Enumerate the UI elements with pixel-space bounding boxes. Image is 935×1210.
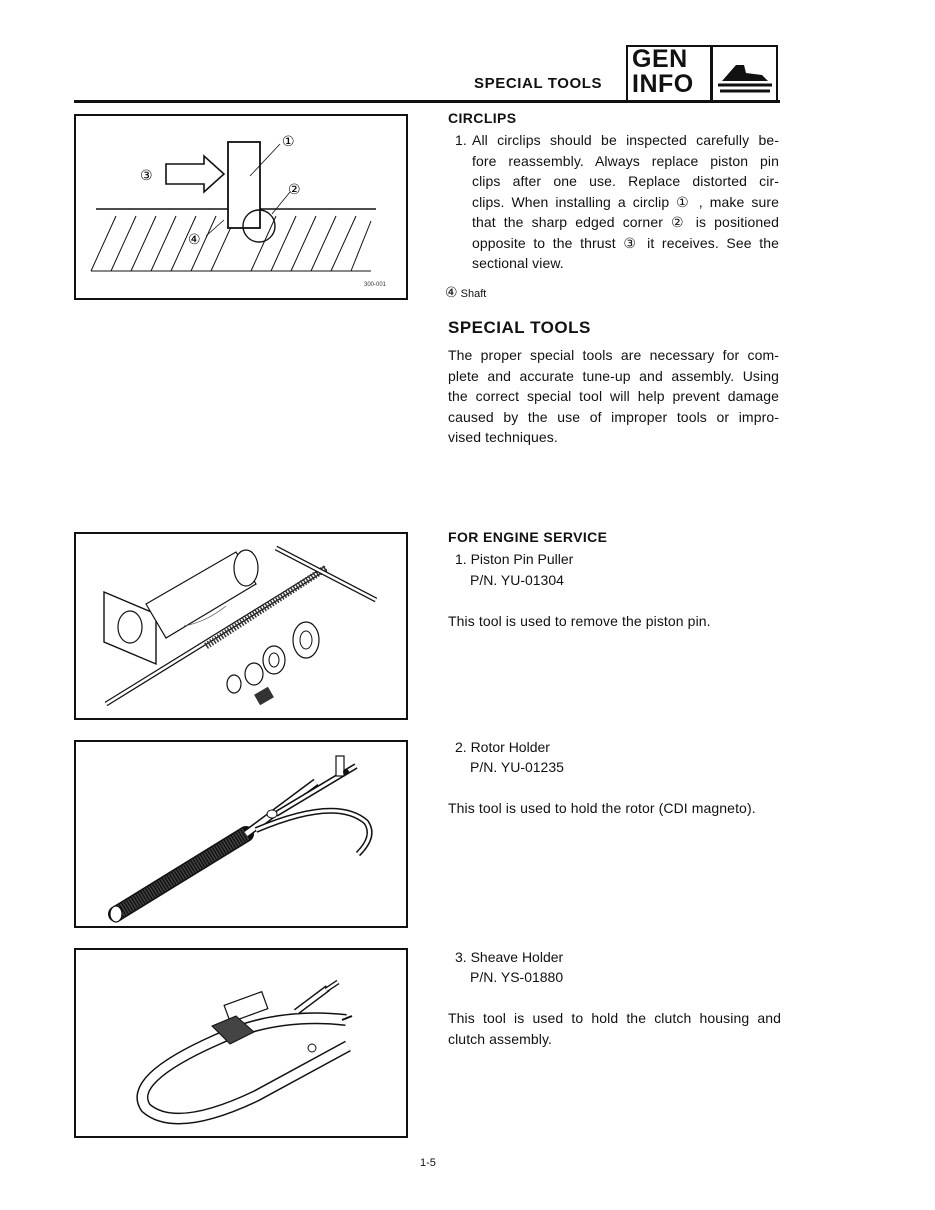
callout-1: ① — [282, 134, 295, 150]
shaft-marker: ④ — [445, 284, 458, 300]
intro-line: the correct special tool will help prevent damage — [448, 388, 779, 404]
badge-divider — [710, 47, 713, 100]
tool-2-name: 2. Rotor Holder — [455, 739, 550, 755]
callout-3: ③ — [140, 168, 153, 184]
header-rule — [74, 100, 780, 103]
sheave-holder-illustration — [76, 950, 406, 1136]
circlips-line: that the sharp edged corner ② is positioned — [472, 214, 779, 230]
special-tools-heading: SPECIAL TOOLS — [448, 318, 591, 337]
circlips-paragraph — [472, 130, 779, 274]
tool-1-description: This tool is used to remove the piston pin. — [448, 613, 711, 629]
snowmobile-icon — [716, 51, 774, 97]
badge-line-2: INFO — [632, 70, 694, 98]
piston-pin-puller-illustration — [76, 534, 406, 718]
shaft-label: Shaft — [460, 288, 487, 300]
tool-1-name: 1. Piston Pin Puller — [455, 551, 574, 567]
circlip-figure — [74, 114, 408, 300]
circlips-heading: CIRCLIPS — [448, 110, 517, 126]
tool-2-part-number: P/N. YU-01235 — [470, 759, 564, 775]
figure-code: 300-001 — [364, 282, 387, 288]
callout-2: ② — [288, 182, 301, 198]
tool-3-description — [448, 1008, 781, 1049]
tool-3-part-number: P/N. YS-01880 — [470, 969, 564, 985]
circlips-line: clips. When installing a circlip ① , make sure — [472, 193, 779, 210]
shaft-legend — [445, 284, 486, 301]
tool-3-description-line: clutch assembly. — [448, 1030, 553, 1047]
circlips-line: clips after one use. Replace distorted cir- — [472, 173, 779, 189]
rotor-holder-figure — [74, 740, 408, 928]
tool-3-name: 3. Sheave Holder — [455, 949, 564, 965]
circlips-line: All circlips should be inspected carefully be- — [472, 132, 779, 148]
sheave-holder-figure — [74, 948, 408, 1138]
circlip-diagram — [76, 116, 406, 298]
intro-line: vised techniques. — [448, 429, 558, 445]
piston-pin-puller-figure — [74, 532, 408, 720]
special-tools-paragraph — [448, 345, 779, 448]
intro-line: plete and accurate tune-up and assembly. Using — [448, 367, 779, 384]
circlips-line: fore reassembly. Always replace piston pin — [472, 152, 779, 169]
intro-line: caused by the use of improper tools or impro- — [448, 408, 779, 425]
section-title: SPECIAL TOOLS — [474, 75, 603, 92]
rotor-holder-illustration — [76, 742, 406, 926]
engine-service-heading: FOR ENGINE SERVICE — [448, 529, 608, 545]
page-number: 1-5 — [420, 1157, 436, 1169]
tool-1-part-number: P/N. YU-01304 — [470, 572, 564, 588]
circlips-line: sectional view. — [472, 255, 564, 271]
tool-3-description-line: This tool is used to hold the clutch housing and — [448, 1010, 781, 1026]
gen-info-badge — [626, 45, 778, 102]
badge-line-1: GEN — [632, 45, 688, 73]
intro-line: The proper special tools are necessary for com- — [448, 347, 779, 363]
circlips-item-number: 1. — [455, 132, 467, 148]
callout-4: ④ — [188, 232, 201, 248]
circlips-line: opposite to the thrust ③ it receives. See the — [472, 234, 779, 251]
tool-2-description: This tool is used to hold the rotor (CDI magneto). — [448, 800, 756, 816]
